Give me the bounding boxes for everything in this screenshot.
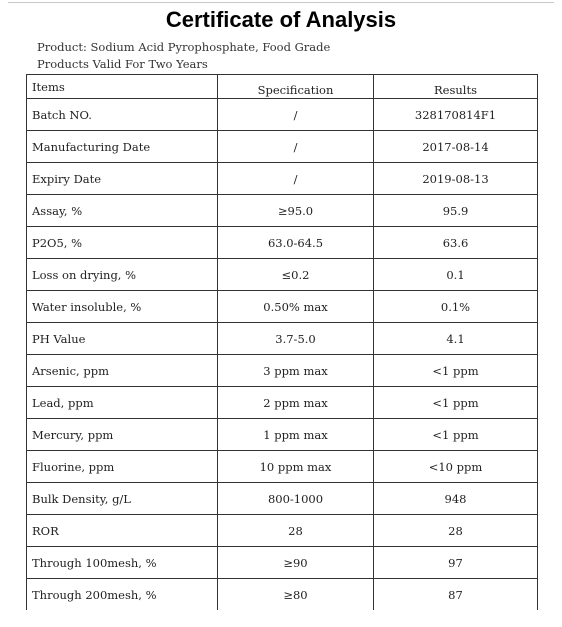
row-specification: 800-1000 <box>218 483 374 515</box>
header-items: Items <box>27 75 218 99</box>
row-item: PH Value <box>27 323 218 355</box>
table-row <box>27 131 538 163</box>
table-row <box>27 99 538 131</box>
row-result: 0.1% <box>374 291 538 323</box>
table-row <box>27 291 538 323</box>
row-specification: / <box>218 163 374 195</box>
row-result: 2017-08-14 <box>374 131 538 163</box>
table-row <box>27 579 538 611</box>
row-result: 28 <box>374 515 538 547</box>
row-specification: ≤0.2 <box>218 259 374 291</box>
row-specification: 28 <box>218 515 374 547</box>
row-specification: 63.0-64.5 <box>218 227 374 259</box>
row-item: Through 200mesh, % <box>27 579 218 611</box>
row-specification: 0.50% max <box>218 291 374 323</box>
row-result: 87 <box>374 579 538 611</box>
row-item: Arsenic, ppm <box>27 355 218 387</box>
table-row <box>27 483 538 515</box>
product-line: Product: Sodium Acid Pyrophosphate, Food Grade <box>37 40 331 54</box>
row-item: Lead, ppm <box>27 387 218 419</box>
table-row <box>27 323 538 355</box>
row-specification: ≥80 <box>218 579 374 611</box>
table-row <box>27 227 538 259</box>
row-result: <10 ppm <box>374 451 538 483</box>
analysis-table <box>26 74 538 610</box>
row-item: ROR <box>27 515 218 547</box>
row-specification: ≥95.0 <box>218 195 374 227</box>
table-header-row <box>27 75 538 99</box>
row-result: 2019-08-13 <box>374 163 538 195</box>
table-row <box>27 419 538 451</box>
row-item: Bulk Density, g/L <box>27 483 218 515</box>
header-specification: Specification <box>218 75 374 99</box>
row-specification: ≥90 <box>218 547 374 579</box>
row-specification: 1 ppm max <box>218 419 374 451</box>
row-item: Batch NO. <box>27 99 218 131</box>
row-result: 95.9 <box>374 195 538 227</box>
row-specification: 3.7-5.0 <box>218 323 374 355</box>
row-specification: / <box>218 131 374 163</box>
row-result: 63.6 <box>374 227 538 259</box>
row-item: Manufacturing Date <box>27 131 218 163</box>
row-result: <1 ppm <box>374 419 538 451</box>
row-item: P2O5, % <box>27 227 218 259</box>
row-item: Fluorine, ppm <box>27 451 218 483</box>
header-results: Results <box>374 75 538 99</box>
row-item: Assay, % <box>27 195 218 227</box>
row-result: <1 ppm <box>374 355 538 387</box>
row-item: Mercury, ppm <box>27 419 218 451</box>
row-result: 4.1 <box>374 323 538 355</box>
row-specification: 3 ppm max <box>218 355 374 387</box>
table-row <box>27 387 538 419</box>
row-specification: 2 ppm max <box>218 387 374 419</box>
top-divider <box>8 2 554 3</box>
table-row <box>27 547 538 579</box>
row-result: 948 <box>374 483 538 515</box>
table-row <box>27 355 538 387</box>
validity-line: Products Valid For Two Years <box>37 57 208 71</box>
table-row <box>27 515 538 547</box>
document-title: Certificate of Analysis <box>165 7 397 32</box>
table-row <box>27 163 538 195</box>
table-row <box>27 259 538 291</box>
row-specification: / <box>218 99 374 131</box>
row-item: Water insoluble, % <box>27 291 218 323</box>
row-result: 0.1 <box>374 259 538 291</box>
row-item: Expiry Date <box>27 163 218 195</box>
row-result: 97 <box>374 547 538 579</box>
row-specification: 10 ppm max <box>218 451 374 483</box>
row-item: Loss on drying, % <box>27 259 218 291</box>
row-result: <1 ppm <box>374 387 538 419</box>
row-item: Through 100mesh, % <box>27 547 218 579</box>
table-row <box>27 195 538 227</box>
table-row <box>27 451 538 483</box>
row-result: 328170814F1 <box>374 99 538 131</box>
